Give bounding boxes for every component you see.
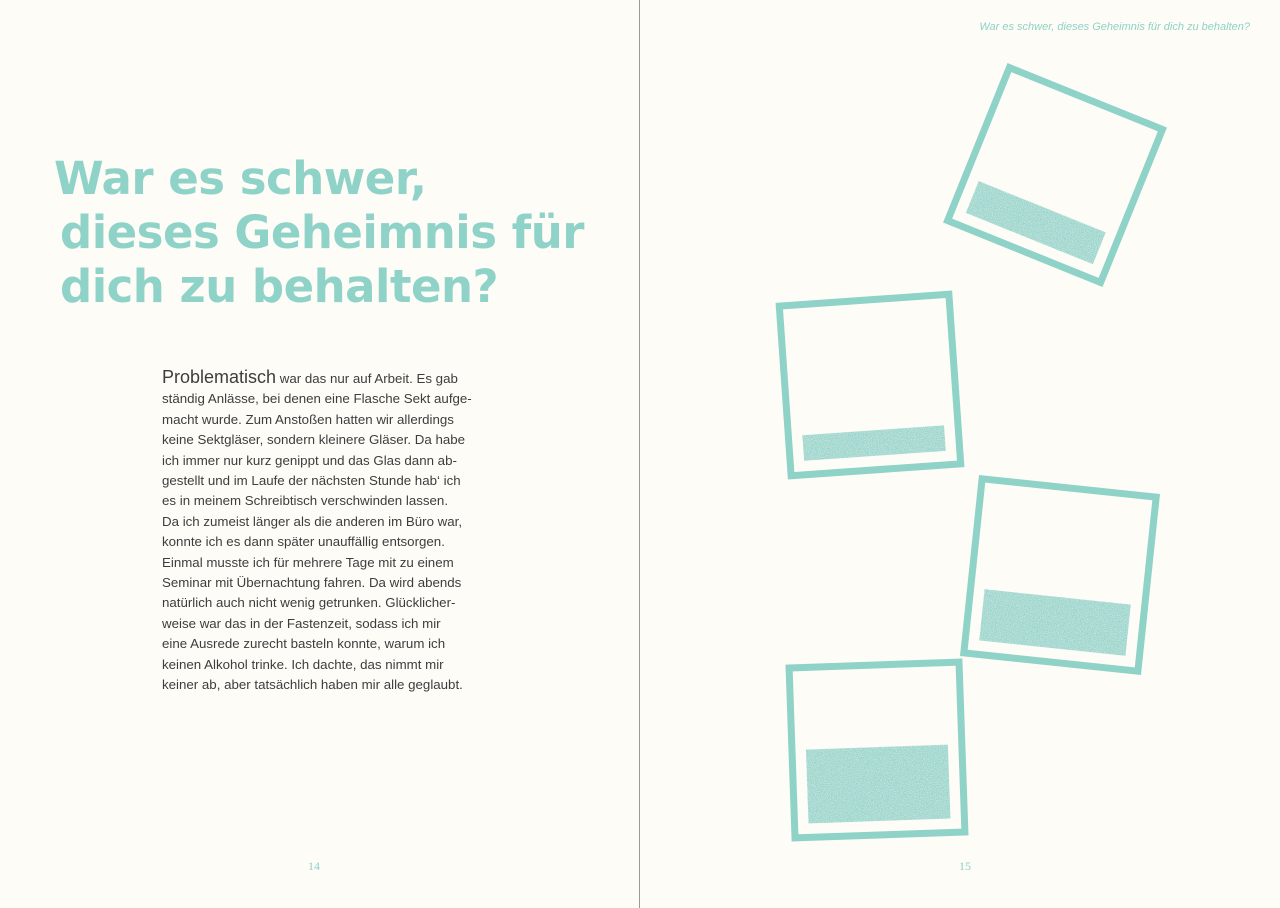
body-paragraph bbox=[162, 367, 482, 696]
body-line-text: war das nur auf Arbeit. Es gab bbox=[276, 371, 458, 386]
body-line: keine Sektgläser, sondern kleinere Gläser. Da habe bbox=[162, 432, 466, 448]
body-line: keiner ab, aber tatsächlich haben mir alle geglaubt. bbox=[162, 677, 463, 693]
body-line: natürlich auch nicht wenig getrunken. Glücklicher- bbox=[162, 595, 456, 611]
body-line bbox=[162, 367, 482, 389]
title-line-1: War es schwer, bbox=[54, 152, 427, 205]
glass-2 bbox=[779, 294, 960, 475]
glass-1 bbox=[948, 68, 1163, 283]
body-line: ständig Anlässe, bei denen eine Flasche Sekt aufge- bbox=[162, 391, 472, 407]
body-line: keinen Alkohol trinke. Ich dachte, das nimmt mir bbox=[162, 656, 444, 672]
page-number-right: 15 bbox=[959, 859, 971, 873]
liquid-fill bbox=[806, 745, 950, 824]
glass-3 bbox=[964, 479, 1156, 671]
body-line: Seminar mit Übernachtung fahren. Da wird abends bbox=[162, 575, 462, 591]
body-line: macht wurde. Zum Anstoßen hatten wir allerdings bbox=[162, 411, 454, 427]
body-line: eine Ausrede zurecht basteln konnte, warum ich bbox=[162, 636, 446, 652]
body-line: Einmal musste ich für mehrere Tage mit zu einem bbox=[162, 554, 454, 570]
body-line: gestellt und im Laufe der nächsten Stunde hab‘ ich bbox=[162, 473, 461, 489]
title-line-3: dich zu behalten? bbox=[60, 260, 499, 313]
title-line-2: dieses Geheimnis für bbox=[60, 206, 584, 259]
body-line: konnte ich es dann später unauffällig entsorgen. bbox=[162, 534, 445, 550]
body-line: weise war das in der Fastenzeit, sodass ich mir bbox=[162, 615, 441, 631]
body-line: Da ich zumeist länger als die anderen im Büro war, bbox=[162, 513, 463, 529]
running-head: War es schwer, dieses Geheimnis für dich zu behalten? bbox=[979, 21, 1250, 33]
stacked-glasses-illustration bbox=[770, 55, 1190, 855]
lead-word: Problematisch bbox=[162, 367, 277, 387]
chapter-title bbox=[54, 152, 584, 314]
page-number-left: 14 bbox=[308, 859, 320, 873]
glass-outline bbox=[948, 68, 1163, 283]
right-page bbox=[640, 0, 1280, 908]
body-line: es in meinem Schreibtisch verschwinden lassen. bbox=[162, 493, 449, 509]
glass-4 bbox=[789, 662, 965, 838]
body-line: ich immer nur kurz genippt und das Glas dann ab- bbox=[162, 452, 457, 468]
